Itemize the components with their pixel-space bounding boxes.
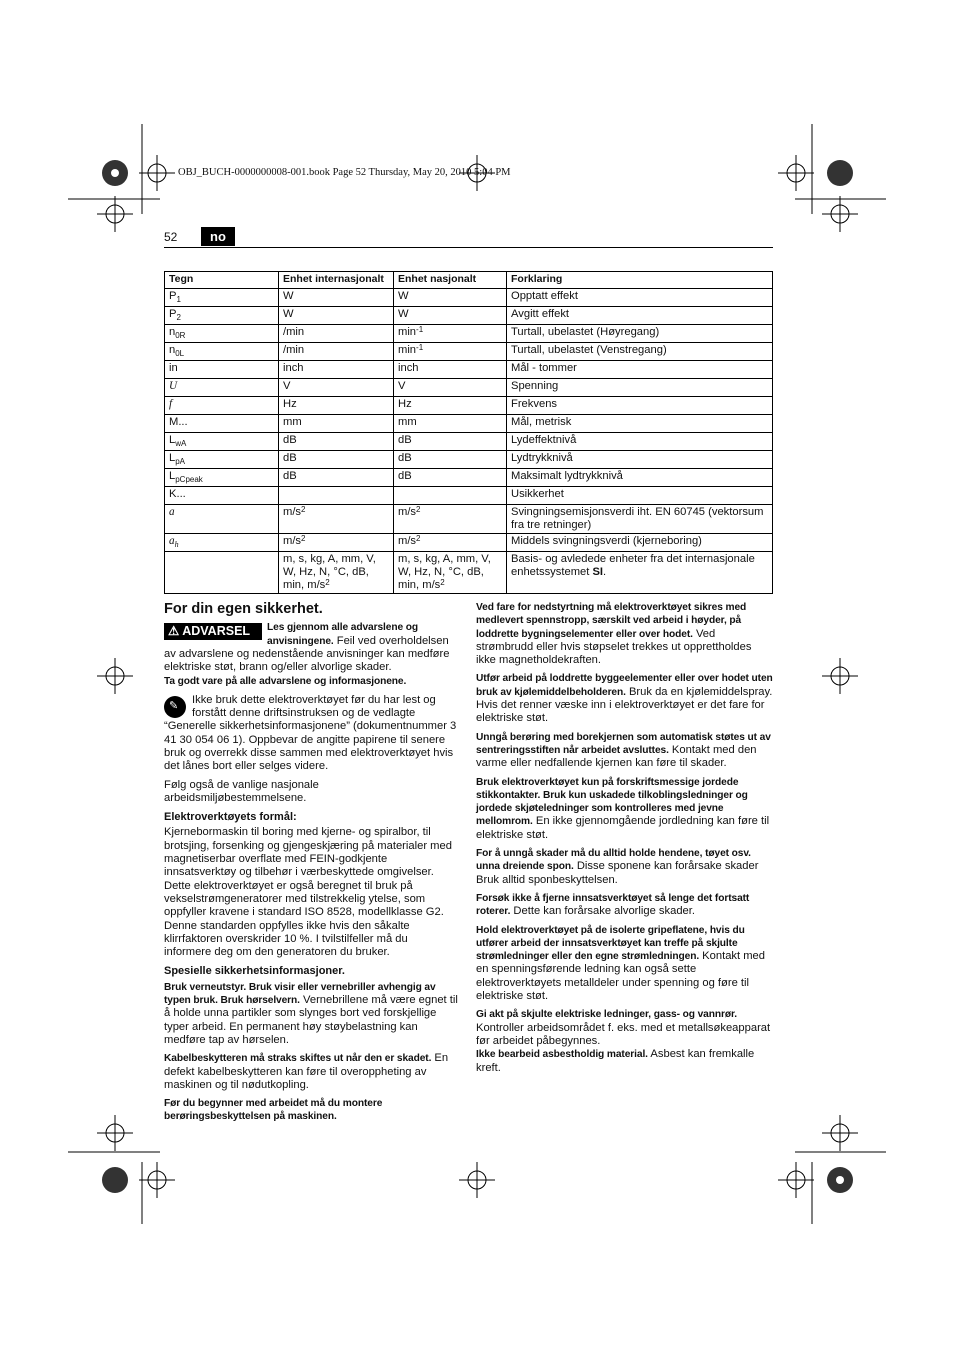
follow-regulations: Følg også de vanlige nasjonale arbeidsmiljøbestemmelsene.: [164, 778, 319, 804]
cell-unit-intl: mm: [279, 415, 394, 433]
cell-sign: [165, 552, 279, 594]
cell-sign: $P_2$: [165, 307, 279, 325]
table-header-row: [165, 272, 773, 289]
cell-unit-nat: W: [394, 307, 507, 325]
col-header-desc: Forklaring: [507, 272, 773, 289]
cell-description: Frekvens: [507, 397, 773, 415]
cell-sign: a: [165, 505, 279, 534]
cell-sign: $n_{0R}$: [165, 325, 279, 343]
col-header-nat: Enhet nasjonalt: [394, 272, 507, 289]
table-row: [165, 433, 773, 451]
cell-description: Spenning: [507, 379, 773, 397]
safety-insulated-grip: Hold elektroverktøyet på de isolerte gripeflatene, hvis du utfører arbeid der innsatsverktøyet kan treffe på skjulte strømledninger eller den egne strømledningen. Kontakt med en spenningsførende ledning kan også sette elektroverktøyets metalldeler under spenning og føre til elektriske støt.: [476, 924, 765, 1003]
cell-sign: K...: [165, 487, 279, 505]
safety-cable-protector: Kabelbeskytteren må straks skiftes ut når den er skadet. En defekt kabelbeskytteren kan føre til overoppheting av maskinen og til nødutkopling.: [164, 1052, 449, 1091]
header-rule: [164, 247, 773, 248]
right-column: [476, 601, 773, 1080]
cell-sign: $L_{pCpeak}$: [165, 469, 279, 487]
cell-unit-nat: V: [394, 379, 507, 397]
safety-strap: Ved fare for nedstyrtning må elektroverktøyet sikres med medlevert spennstropp, særskilt ved arbeid i høyder, på loddrette bygningselementer eller over hodet. Ved strømbrudd eller hvis støpselet trekkes ut opprettholdes ikke magnetholdekraften.: [476, 602, 752, 667]
purpose-text-1: Kjernebormaskin til boring med kjerne- og spiralbor, til brotsjing, forsenking og gjengeskjæring på materialer med magnetiserbar overflate med FEIN-godkjente innsatsverktøy og tilbehør i værbeskyttede omgivelser.: [164, 826, 452, 879]
safety-hidden-lines: Gi akt på skjulte elektriske ledninger, gass- og vannrør. Kontroller arbeidsområdet f. eks. med et metallsøkeapparat før arbeidet påbegynnes.: [476, 1009, 771, 1047]
table-row: [165, 397, 773, 415]
cell-sign: $L_{pA}$: [165, 451, 279, 469]
cell-unit-nat: dB: [394, 433, 507, 451]
safety-rotating: Forsøk ikke å fjerne innsatsverktøyet så lenge det fortsatt roterer. Dette kan forårsake alvorlige skader.: [476, 892, 750, 918]
table-row: [165, 343, 773, 361]
table-row: [165, 325, 773, 343]
table-row: [165, 289, 773, 307]
cell-unit-nat: W: [394, 289, 507, 307]
cell-description: Usikkerhet: [507, 487, 773, 505]
table-row: [165, 361, 773, 379]
cell-unit-intl: [279, 487, 394, 505]
cell-description: Middels svingningsverdi (kjerneboring): [507, 534, 773, 552]
symbols-table: [164, 271, 773, 594]
safety-chips: For å unngå skader må du alltid holde hendene, tøyet osv. unna dreiende spon. Disse sponene kan forårsake skader Bruk alltid sponbeskyttelsen.: [476, 848, 759, 886]
cell-sign: $n_{0L}$: [165, 343, 279, 361]
cell-unit-nat: [394, 487, 507, 505]
table-row: [165, 451, 773, 469]
cell-unit-intl: W: [279, 307, 394, 325]
cell-unit-intl: dB: [279, 433, 394, 451]
safety-ppe: Bruk verneutstyr. Bruk visir eller vernebriller avhengig av typen bruk. Bruk hørselvern. Vernebrillene må være egnet til å holde unna partikler som slynges bort ved forskjellige typer arbeid. En permanent høy støybelastning kan medføre tap av hørselen.: [164, 981, 458, 1046]
cell-unit-nat: dB: [394, 469, 507, 487]
table-row: [165, 469, 773, 487]
cell-sign: in: [165, 361, 279, 379]
cell-description: Mål, metrisk: [507, 415, 773, 433]
cell-unit-intl: dB: [279, 469, 394, 487]
cell-sign: $L_{wA}$: [165, 433, 279, 451]
cell-unit-intl: /min: [279, 325, 394, 343]
purpose-text-2: Dette elektroverktøyet er også beregnet til bruk på vekselstrømgeneratorer med tilstrekkelig ytelse, som oppfyller kravene i standard ISO 8528, modellklasse G2. Denne standarden oppfylles ikke hvis den såkalte klirrfaktoren overskrider 10 %. I tvilstilfeller må du informere deg om den generatoren du bruker.: [164, 879, 444, 959]
cell-sign: $P_1$: [165, 289, 279, 307]
cell-description: Mål - tommer: [507, 361, 773, 379]
cell-description: Avgitt effekt: [507, 307, 773, 325]
safety-core: Unngå berøring med borekjernen som automatisk støtes ut av sentreringsstiften når arbeidet avsluttes. Kontakt med den varme eller nedfallende kjernen kan føre til skader.: [476, 731, 771, 770]
cell-unit-nat: mm: [394, 415, 507, 433]
cell-description: Turtall, ubelastet (Høyregang): [507, 325, 773, 343]
table-row: [165, 379, 773, 397]
special-safety-title: Spesielle sikkerhetsinformasjoner.: [164, 965, 345, 978]
safety-coolant: Utfør arbeid på loddrette byggeelementer eller over hodet uten bruk av kjølemiddelbeholderen. Bruk da en kjølemiddelspray. Hvis det renner væske inn i elektroverktøyet er det fare for elektriske støt.: [476, 673, 773, 725]
col-header-sign: Tegn: [165, 272, 279, 289]
safety-grounding: Bruk elektroverktøyet kun på forskriftsmessige jordede stikkontakter. Bruk kun uskadede tilkoblingsledninger og jordede skjøteledninger som kontrolleres med jevne mellomrom. En ikke gjennomgående jordledning kan føre til elektriske støt.: [476, 776, 770, 841]
table-row: [165, 307, 773, 325]
table-row: [165, 415, 773, 433]
section-title: For din egen sikkerhet.: [164, 601, 323, 617]
cell-unit-nat: $\min^{-1}$: [394, 343, 507, 361]
table-row: [165, 552, 773, 594]
cell-description: Opptatt effekt: [507, 289, 773, 307]
book-info-line: OBJ_BUCH-0000000008-001.book Page 52 Thursday, May 20, 2010 5:04 PM: [178, 167, 511, 178]
page-number: 52: [164, 230, 178, 244]
cell-unit-nat: $m/s^2$: [394, 505, 507, 534]
cell-unit-intl: Hz: [279, 397, 394, 415]
cell-description: Svingningsemisjonsverdi iht. EN 60745 (vektorsum fra tre retninger): [507, 505, 773, 534]
cell-unit-intl: m, s, kg, A, mm, V, W, Hz, N, °C, dB, min, $m/s^2$: [279, 552, 394, 594]
cell-unit-nat: inch: [394, 361, 507, 379]
warning-paragraph: ⚠ ADVARSEL Les gjennom alle advarslene og anvisningene. Feil ved overholdelsen av advarslene og nedenstående anvisninger kan medføre elektriske støt, brann og/eller alvorlige skader.: [164, 622, 450, 674]
cell-unit-nat: $m/s^2$: [394, 534, 507, 552]
language-badge: no: [201, 227, 235, 246]
cell-sign: U: [165, 379, 279, 397]
cell-description: Maksimalt lydtrykknivå: [507, 469, 773, 487]
cell-unit-intl: $m/s^2$: [279, 534, 394, 552]
cell-description: Lydtrykknivå: [507, 451, 773, 469]
table-body: [165, 289, 773, 594]
safety-asbestos: Ikke bearbeid asbestholdig material. Asbest kan fremkalle kreft.: [476, 1048, 755, 1074]
cell-sign: M...: [165, 415, 279, 433]
cell-unit-nat: m, s, kg, A, mm, V, W, Hz, N, °C, dB, min, $m/s^2$: [394, 552, 507, 594]
cell-unit-intl: $m/s^2$: [279, 505, 394, 534]
read-manual-icon: ✎: [164, 696, 186, 718]
cell-sign: f: [165, 397, 279, 415]
cell-description: Basis- og avledede enheter fra det internasjonale enhetssystemet SI.: [507, 552, 773, 594]
col-header-intl: Enhet internasjonalt: [279, 272, 394, 289]
cell-description: Turtall, ubelastet (Venstregang): [507, 343, 773, 361]
keep-instructions: Ta godt vare på alle advarslene og informasjonene.: [164, 676, 407, 688]
cell-unit-intl: /min: [279, 343, 394, 361]
read-manual-paragraph: ✎ Ikke bruk dette elektroverktøyet før du har lest og forstått denne driftsinstruksen og de vedlagte “Generelle sikkerhetsinformasjonene” (dokumentnummer 3 41 30 054 06 1). Oppbevar de angitte papirene til senere bruk og overrekk disse sammen med elektroverktøyet hvis det lånes bort eller selges videre.: [164, 693, 457, 773]
purpose-title: Elektroverktøyets formål:: [164, 811, 297, 824]
cell-unit-intl: V: [279, 379, 394, 397]
cell-unit-intl: inch: [279, 361, 394, 379]
cell-description: Lydeffektnivå: [507, 433, 773, 451]
table-row: [165, 534, 773, 552]
table-row: [165, 505, 773, 534]
warning-label: ⚠ ADVARSEL: [164, 623, 262, 640]
cell-unit-intl: W: [279, 289, 394, 307]
safety-touch-guard: Før du begynner med arbeidet må du montere berøringsbeskyttelsen på maskinen.: [164, 1098, 383, 1123]
cell-sign: $a_h$: [165, 534, 279, 552]
left-column: [164, 603, 458, 1129]
cell-unit-nat: $\min^{-1}$: [394, 325, 507, 343]
cell-unit-nat: dB: [394, 451, 507, 469]
cell-unit-intl: dB: [279, 451, 394, 469]
cell-unit-nat: Hz: [394, 397, 507, 415]
table-row: [165, 487, 773, 505]
